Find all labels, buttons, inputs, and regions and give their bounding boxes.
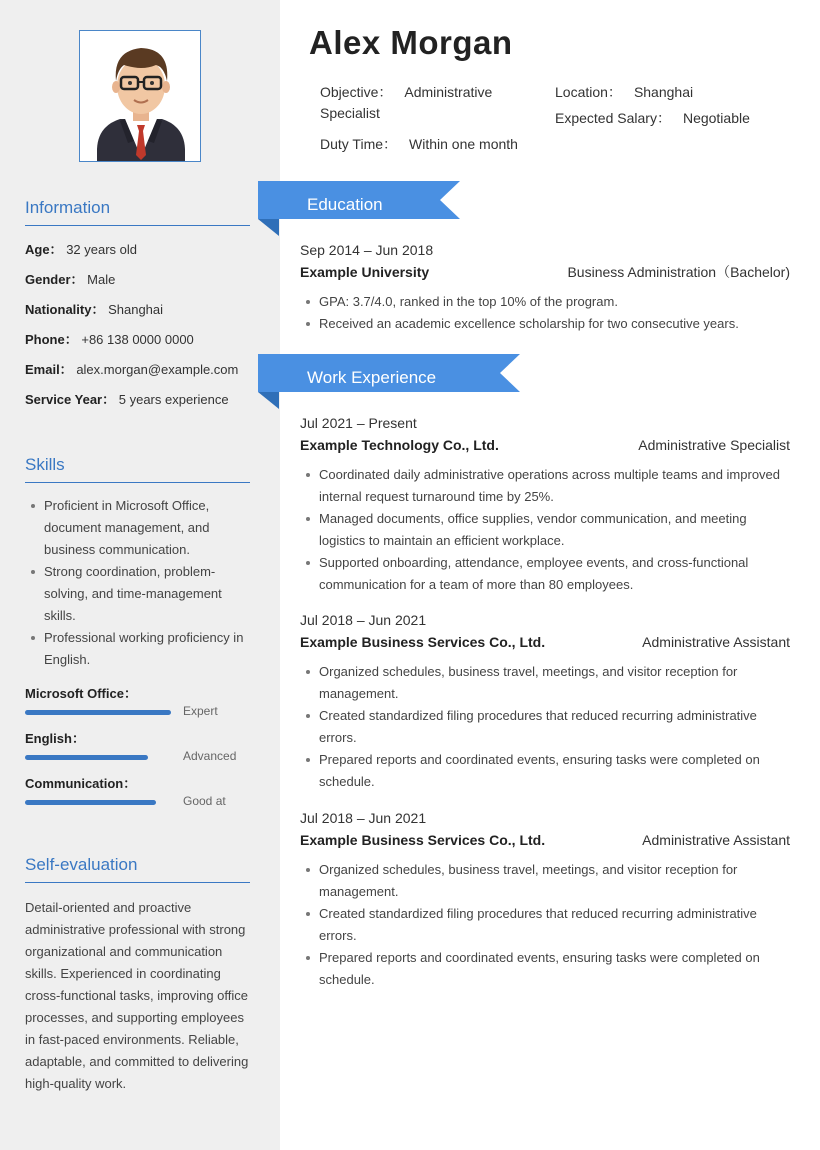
list-item: Coordinated daily administrative operations across multiple teams and improved internal request turnaround time by 25%. bbox=[300, 464, 790, 508]
info-key: Service Year： bbox=[25, 392, 116, 407]
location-value: Shanghai bbox=[633, 84, 694, 100]
information-section bbox=[25, 198, 250, 420]
info-key: Age： bbox=[25, 242, 63, 257]
info-service-year bbox=[25, 390, 250, 420]
work-entry bbox=[300, 609, 790, 793]
skill-name: English： bbox=[25, 731, 85, 746]
info-value: 32 years old bbox=[66, 242, 138, 257]
skill-bar-fill bbox=[25, 710, 171, 715]
entry-bullets bbox=[300, 859, 790, 991]
salary-label: Expected Salary： bbox=[555, 110, 671, 126]
location-label: Location： bbox=[555, 84, 622, 100]
objective-value: Administrative Specialist bbox=[320, 84, 493, 121]
entry-bullets bbox=[300, 661, 790, 793]
skill-level: Good at bbox=[183, 794, 226, 808]
skill-bars bbox=[25, 685, 250, 820]
entry-bullets bbox=[300, 291, 790, 335]
entry-header bbox=[300, 261, 790, 285]
location bbox=[555, 82, 795, 103]
avatar bbox=[79, 30, 201, 162]
work-title: Work Experience bbox=[307, 368, 437, 387]
skills-list bbox=[25, 495, 250, 671]
information-title: Information bbox=[25, 198, 250, 226]
skill-bar-track bbox=[25, 800, 175, 805]
entry-organization: Example University bbox=[300, 264, 430, 280]
information-list bbox=[25, 240, 250, 420]
info-value: alex.morgan@example.com bbox=[76, 362, 239, 377]
entry-bullets bbox=[300, 464, 790, 596]
work-ribbon bbox=[258, 354, 520, 409]
skill-bar-track bbox=[25, 710, 175, 715]
self-evaluation-text: Detail-oriented and proactive administrative professional with strong organizational and communication skills. Experienced in coordinating cross-functional tasks, improving office processes, and supporting employees in fast-paced environments. Reliable, adaptable, and committed to delivering high-quality work. bbox=[25, 900, 249, 1091]
self-evaluation-section bbox=[25, 855, 250, 1095]
skill-communication bbox=[25, 775, 250, 820]
duty-label: Duty Time： bbox=[320, 136, 398, 152]
entry-date: Jul 2021 – Present bbox=[300, 415, 417, 431]
entry-role: Administrative Specialist bbox=[638, 437, 790, 453]
info-key: Nationality： bbox=[25, 302, 105, 317]
info-value: Male bbox=[87, 272, 116, 287]
info-email bbox=[25, 360, 250, 390]
entry-date: Jul 2018 – Jun 2021 bbox=[300, 612, 427, 628]
entry-role: Business Administration（Bachelor) bbox=[567, 264, 790, 280]
work-entry bbox=[300, 412, 790, 596]
list-item: Managed documents, office supplies, vendor communication, and meeting logistics to maintain an efficient workplace. bbox=[300, 508, 790, 552]
skill-microsoft-office bbox=[25, 685, 250, 730]
skill-bar-track bbox=[25, 755, 175, 760]
list-item: Created standardized filing procedures that reduced recurring administrative errors. bbox=[300, 705, 790, 749]
list-item: Strong coordination, problem-solving, and time-management skills. bbox=[25, 561, 250, 627]
list-item: Organized schedules, business travel, meetings, and visitor reception for management. bbox=[300, 661, 790, 705]
list-item: Organized schedules, business travel, meetings, and visitor reception for management. bbox=[300, 859, 790, 903]
skill-english bbox=[25, 730, 250, 775]
skill-bar-fill bbox=[25, 800, 156, 805]
entry-organization: Example Business Services Co., Ltd. bbox=[300, 634, 546, 650]
list-item: Proficient in Microsoft Office, document management, and business communication. bbox=[25, 495, 250, 561]
entry-organization: Example Business Services Co., Ltd. bbox=[300, 832, 546, 848]
entry-header bbox=[300, 829, 790, 853]
info-gender bbox=[25, 270, 250, 300]
skill-name: Microsoft Office： bbox=[25, 686, 137, 701]
skills-title: Skills bbox=[25, 455, 250, 483]
objective-label: Objective： bbox=[320, 84, 393, 100]
info-value: +86 138 0000 0000 bbox=[81, 332, 194, 347]
entry-role: Administrative Assistant bbox=[642, 634, 790, 650]
info-key: Gender： bbox=[25, 272, 84, 287]
entry-date: Sep 2014 – Jun 2018 bbox=[300, 242, 434, 258]
entry-date: Jul 2018 – Jun 2021 bbox=[300, 810, 427, 826]
skill-level: Expert bbox=[183, 704, 218, 718]
entry-role: Administrative Assistant bbox=[642, 832, 790, 848]
work-entry bbox=[300, 807, 790, 991]
education-entry bbox=[300, 239, 790, 335]
self-evaluation-title: Self-evaluation bbox=[25, 855, 250, 883]
entry-header bbox=[300, 434, 790, 458]
skills-section bbox=[25, 455, 250, 820]
education-ribbon bbox=[258, 181, 460, 236]
candidate-name: Alex Morgan bbox=[309, 24, 513, 61]
info-phone bbox=[25, 330, 250, 360]
list-item: Supported onboarding, attendance, employee events, and cross-functional communication for a team of more than 80 employees. bbox=[300, 552, 790, 596]
skill-level: Advanced bbox=[183, 749, 237, 763]
info-key: Email： bbox=[25, 362, 73, 377]
duty-value: Within one month bbox=[409, 136, 518, 152]
info-value: Shanghai bbox=[108, 302, 164, 317]
salary-value: Negotiable bbox=[682, 110, 750, 126]
expected-salary bbox=[555, 108, 795, 129]
list-item: Prepared reports and coordinated events, ensuring tasks were completed on schedule. bbox=[300, 947, 790, 991]
list-item: Received an academic excellence scholarship for two consecutive years. bbox=[300, 313, 790, 335]
skill-name: Communication： bbox=[25, 776, 137, 791]
entry-organization: Example Technology Co., Ltd. bbox=[300, 437, 499, 453]
skill-bar-fill bbox=[25, 755, 148, 760]
list-item: Prepared reports and coordinated events, ensuring tasks were completed on schedule. bbox=[300, 749, 790, 793]
list-item: GPA: 3.7/4.0, ranked in the top 10% of the program. bbox=[300, 291, 790, 313]
businessman-avatar-icon bbox=[80, 31, 201, 162]
info-nationality bbox=[25, 300, 250, 330]
education-title: Education bbox=[307, 195, 383, 214]
info-key: Phone： bbox=[25, 332, 78, 347]
duty-time bbox=[320, 134, 560, 155]
list-item: Created standardized filing procedures that reduced recurring administrative errors. bbox=[300, 903, 790, 947]
entry-header bbox=[300, 631, 790, 655]
list-item: Professional working proficiency in English. bbox=[25, 627, 250, 671]
info-value: 5 years experience bbox=[118, 392, 229, 407]
objective bbox=[320, 82, 535, 124]
info-age bbox=[25, 240, 250, 270]
sidebar bbox=[0, 0, 280, 1150]
